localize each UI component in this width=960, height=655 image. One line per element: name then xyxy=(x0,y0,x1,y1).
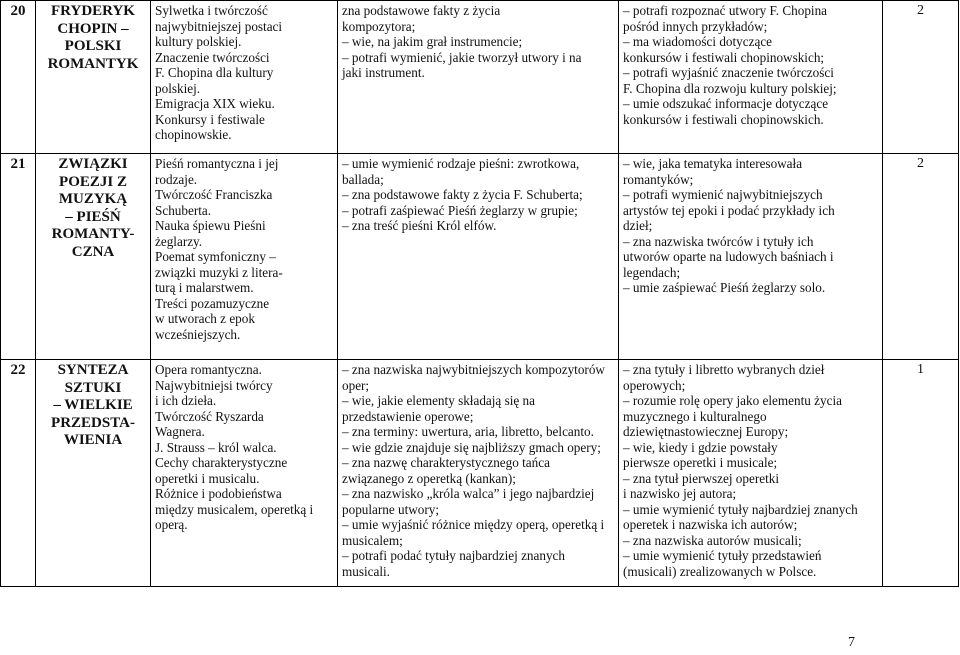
text-line: – umie odszukać informacje dotyczące xyxy=(623,96,829,111)
lesson-number: 20 xyxy=(1,1,36,154)
text-line: – wie, kiedy i gdzie powstały xyxy=(623,439,778,455)
text-line: Pieśń romantyczna i jej xyxy=(155,156,279,171)
text-line: Schuberta. xyxy=(155,202,212,218)
text-line: musicali. xyxy=(342,563,390,579)
lesson-number: 22 xyxy=(1,360,36,587)
text-line: Twórczość Ryszarda xyxy=(155,408,264,424)
text-line: – WIELKIE xyxy=(53,397,133,413)
text-line: żeglarzy. xyxy=(155,233,203,249)
text-line: operą. xyxy=(155,517,188,532)
text-line: Emigracja XIX wieku. xyxy=(155,96,275,111)
curriculum-table-body xyxy=(1,1,959,587)
lesson-topics xyxy=(151,1,338,154)
text-line: Sylwetka i twórczość xyxy=(155,3,268,18)
text-line: Różnice i podobieństwa xyxy=(155,486,282,501)
text-line: – zna nazwiska autorów musicali; xyxy=(623,532,802,548)
text-line: turą i malarstwem. xyxy=(155,280,254,295)
text-line: romantyków; xyxy=(623,171,694,187)
text-line: pośród innych przykładów; xyxy=(623,18,768,34)
text-line: Konkursy i festiwale xyxy=(155,111,265,127)
text-line: Nauka śpiewu Pieśni xyxy=(155,218,266,233)
text-line: najwybitniejszej postaci xyxy=(155,18,283,34)
text-line: konkursów i festiwali chopinowskich. xyxy=(623,111,824,127)
text-line: oper; xyxy=(342,377,370,393)
text-line: – wie, jaka tematyka interesowała xyxy=(623,156,803,171)
text-line: musicalem; xyxy=(342,532,403,548)
text-line: PRZEDSTA- xyxy=(51,414,135,431)
text-line: zna podstawowe fakty z życia xyxy=(342,3,501,18)
lesson-title xyxy=(36,154,151,360)
text-line: kompozytora; xyxy=(342,18,416,34)
text-line: F. Chopina dla kultury xyxy=(155,65,274,80)
text-line: Najwybitniejsi twórcy xyxy=(155,377,273,393)
text-line: – zna nazwisko „króla walca” i jego najbardziej xyxy=(342,486,595,501)
table-row xyxy=(1,154,959,360)
text-line: – potrafi wymienić, jakie tworzył utwory i na xyxy=(342,49,582,65)
text-line: POLSKI xyxy=(64,38,122,54)
text-line: przedstawienie operowe; xyxy=(342,408,474,424)
lesson-title xyxy=(36,360,151,587)
basic-requirements xyxy=(338,360,619,587)
text-line: J. Strauss – król walca. xyxy=(155,439,277,455)
text-line: Opera romantyczna. xyxy=(155,362,262,377)
text-line: POEZJI Z xyxy=(59,173,127,190)
text-line: i ich dzieła. xyxy=(155,393,217,408)
text-line: – potrafi zaśpiewać Pieśń żeglarzy w grupie; xyxy=(342,202,578,218)
text-line: SYNTEZA xyxy=(57,362,129,378)
text-line: WIENIA xyxy=(63,432,123,448)
text-line: Poemat symfoniczny – xyxy=(155,249,276,264)
text-line: – wie, na jakim grał instrumencie; xyxy=(342,34,523,49)
text-line: – zna nazwiska twórców i tytuły ich xyxy=(623,233,814,249)
table-row xyxy=(1,360,959,587)
text-line: CZNA xyxy=(71,243,115,260)
text-line: – zna terminy: uwertura, aria, libretto, belcanto. xyxy=(342,424,594,439)
text-line: – umie wymienić tytuły najbardziej znanych xyxy=(623,501,858,517)
text-line: związanego z operetką (kankan); xyxy=(342,470,516,486)
text-line: – zna podstawowe fakty z życia F. Schuberta; xyxy=(342,187,583,202)
lesson-number: 21 xyxy=(1,154,36,360)
text-line: – zna treść pieśni Król elfów. xyxy=(342,218,497,233)
hours-count: 1 xyxy=(883,360,959,587)
text-line: Cechy charakterystyczne xyxy=(155,455,288,470)
table-row xyxy=(1,1,959,154)
text-line: jaki instrument. xyxy=(342,65,425,80)
text-line: kultury polskiej. xyxy=(155,34,242,49)
text-line: Treści pozamuzyczne xyxy=(155,295,270,311)
text-line: MUZYKĄ xyxy=(58,191,128,207)
hours-count: 2 xyxy=(883,154,959,360)
text-line: w utworach z epok xyxy=(155,311,255,326)
lesson-title xyxy=(36,1,151,154)
hours-count: 2 xyxy=(883,1,959,154)
text-line: operowych; xyxy=(623,377,686,393)
text-line: Znaczenie twórczości xyxy=(155,49,270,65)
text-line: artystów tej epoki i podać przykłady ich xyxy=(623,202,835,218)
text-line: SZTUKI xyxy=(64,379,122,396)
text-line: muzycznego i kulturalnego xyxy=(623,408,767,424)
basic-requirements xyxy=(338,1,619,154)
page-number: 7 xyxy=(848,635,855,650)
text-line: rodzaje. xyxy=(155,171,198,187)
text-line: ZWIĄZKI xyxy=(58,156,128,172)
lesson-topics xyxy=(151,360,338,587)
text-line: – wie gdzie znajduje się najbliższy gmach opery; xyxy=(342,439,601,455)
extended-requirements xyxy=(619,154,883,360)
text-line: – wie, jakie elementy składają się na xyxy=(342,393,535,408)
text-line: między musicalem, operetką i xyxy=(155,501,314,517)
text-line: ROMANTY- xyxy=(51,226,135,242)
text-line: – PIEŚŃ xyxy=(65,208,121,225)
text-line: – zna tytuły i libretto wybranych dzieł xyxy=(623,362,825,377)
extended-requirements xyxy=(619,1,883,154)
text-line: FRYDERYK xyxy=(51,3,135,19)
text-line: Twórczość Franciszka xyxy=(155,187,273,202)
text-line: – umie wyjaśnić różnice między operą, operetką i xyxy=(342,517,605,532)
text-line: popularne utwory; xyxy=(342,501,440,517)
text-line: ROMANTYK xyxy=(47,55,139,72)
text-line: dziewiętnastowiecznej Europy; xyxy=(623,424,789,439)
text-line: – zna nazwiska najwybitniejszych kompozytorów xyxy=(342,362,605,377)
text-line: i nazwisko jej autora; xyxy=(623,486,737,501)
text-line: – potrafi rozpoznać utwory F. Chopina xyxy=(623,3,828,18)
extended-requirements xyxy=(619,360,883,587)
text-line: – potrafi podać tytuły najbardziej znanych xyxy=(342,548,566,563)
text-line: – zna nazwę charakterystycznego tańca xyxy=(342,455,550,470)
text-line: F. Chopina dla rozwoju kultury polskiej; xyxy=(623,80,837,96)
text-line: – ma wiadomości dotyczące xyxy=(623,34,773,49)
text-line: – umie wymienić tytuły przedstawień xyxy=(623,548,822,563)
text-line: konkursów i festiwali chopinowskich; xyxy=(623,49,825,65)
text-line: (musicali) zrealizowanych w Polsce. xyxy=(623,563,817,579)
text-line: operetek i nazwiska ich autorów; xyxy=(623,517,798,532)
text-line: – rozumie rolę opery jako elementu życia xyxy=(623,393,842,408)
text-line: polskiej. xyxy=(155,80,201,96)
text-line: pierwsze operetki i musicale; xyxy=(623,455,778,470)
basic-requirements xyxy=(338,154,619,360)
text-line: związki muzyki z litera- xyxy=(155,264,283,280)
text-line: CHOPIN – xyxy=(57,20,129,37)
text-line: – potrafi wyjaśnić znaczenie twórczości xyxy=(623,65,834,80)
lesson-topics xyxy=(151,154,338,360)
text-line: wcześniejszych. xyxy=(155,326,241,342)
text-line: legendach; xyxy=(623,264,681,280)
text-line: – potrafi wymienić najwybitniejszych xyxy=(623,187,823,202)
text-line: – umie zaśpiewać Pieśń żeglarzy solo. xyxy=(623,280,826,295)
text-line: operetki i musicalu. xyxy=(155,470,260,486)
text-line: utworów oparte na ludowych baśniach i xyxy=(623,249,834,264)
text-line: – umie wymienić rodzaje pieśni: zwrotkowa, xyxy=(342,156,580,171)
text-line: chopinowskie. xyxy=(155,127,232,142)
text-line: – zna tytuł pierwszej operetki xyxy=(623,470,779,486)
text-line: Wagnera. xyxy=(155,424,205,439)
text-line: ballada; xyxy=(342,171,384,187)
text-line: dzieł; xyxy=(623,218,653,233)
